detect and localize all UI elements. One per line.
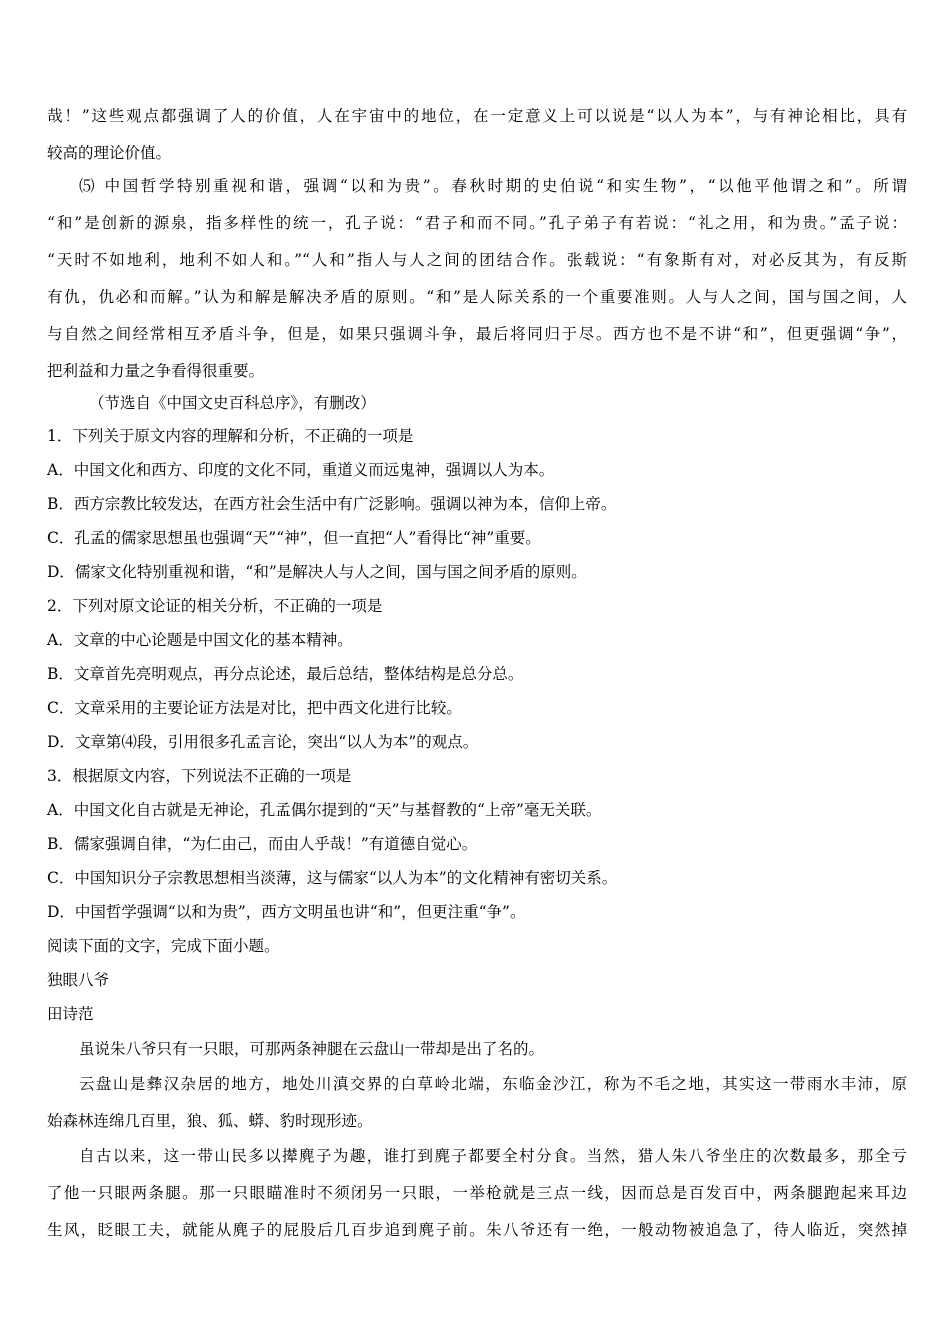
text-line: 云盘山是彝汉杂居的地方，地处川滇交界的白草岭北端，东临金沙江，称为不毛之地，其实这一带雨水丰沛，原 — [79, 1075, 907, 1093]
question-1-option-d[interactable]: D．儒家文化特别重视和谐，“和”是解决人与人之间，国与国之间矛盾的原则。 — [47, 563, 587, 581]
question-1-option-c[interactable]: C．孔孟的儒家思想虽也强调“天”“神”，但一直把“人”看得比“神”重要。 — [47, 529, 541, 547]
paragraph-4-tail — [47, 98, 907, 172]
question-1-option-a[interactable]: A．中国文化和西方、印度的文化不同，重道义而远鬼神，强调以人为本。 — [47, 461, 555, 479]
story-paragraph-1 — [47, 1031, 907, 1068]
question-2-option-c[interactable]: C．文章采用的主要论证方法是对比，把中西文化进行比较。 — [47, 699, 462, 717]
question-3-option-d[interactable]: D．中国哲学强调“以和为贵”，西方文明虽也讲“和”，但更注重“争”。 — [47, 903, 526, 921]
text-line: 较高的理论价值。 — [47, 144, 172, 162]
text-line: 把利益和力量之争看得很重要。 — [47, 362, 265, 380]
question-2-option-a[interactable]: A．文章的中心论题是中国文化的基本精神。 — [47, 631, 353, 649]
text-line: “和”是创新的源泉，指多样性的统一，孔子说：“君子和而不同。”孔子弟子有若说：“礼之用，和为贵。”孟子说： — [47, 214, 907, 232]
paragraph-5 — [47, 168, 907, 390]
text-line: 与自然之间经常相互矛盾斗争，但是，如果只强调斗争，最后将同归于尽。西方也不是不讲“和”，但更强调“争”， — [47, 325, 907, 343]
text-line: 始森林连绵几百里，狼、狐、蟒、豹时现形迹。 — [47, 1112, 373, 1130]
reading-instruction: 阅读下面的文字，完成下面小题。 — [47, 937, 280, 955]
story-author: 田诗范 — [47, 1005, 94, 1023]
question-2-stem: 2．下列对原文论证的相关分析，不正确的一项是 — [47, 597, 383, 615]
story-paragraph-3 — [47, 1138, 907, 1249]
question-1-stem: 1．下列关于原文内容的理解和分析，不正确的一项是 — [47, 427, 414, 445]
question-2-option-d[interactable]: D．文章第⑷段，引用很多孔孟言论，突出“以人为本”的观点。 — [47, 733, 479, 751]
question-2-option-b[interactable]: B．文章首先亮明观点，再分点论述，最后总结，整体结构是总分总。 — [47, 665, 524, 683]
source-citation: （节选自《中国文史百科总序》，有删改） — [89, 394, 376, 412]
text-line: 哉！”这些观点都强调了人的价值，人在宇宙中的地位，在一定意义上可以说是“以人为本”，与有神论相比，具有 — [47, 107, 907, 125]
text-line: 虽说朱八爷只有一只眼，可那两条神腿在云盘山一带却是出了名的。 — [79, 1040, 545, 1058]
question-3-option-b[interactable]: B．儒家强调自律，“为仁由己，而由人乎哉！”有道德自觉心。 — [47, 835, 478, 853]
story-title: 独眼八爷 — [47, 971, 110, 989]
text-line: “天时不如地利，地利不如人和。”“人和”指人与人之间的团结合作。张载说：“有象斯有对，对必反其为，有反斯 — [47, 251, 907, 269]
text-line: 自古以来，这一带山民多以撵麂子为趣，谁打到麂子都要全村分食。当然，猎人朱八爷坐庄的次数最多，那全亏 — [79, 1147, 907, 1165]
question-3-stem: 3．根据原文内容，下列说法不正确的一项是 — [47, 767, 352, 785]
text-line: ⑸ 中国哲学特别重视和谐，强调“以和为贵”。春秋时期的史伯说“和实生物”，“以他平他谓之和”。所谓 — [79, 177, 907, 195]
question-3-option-a[interactable]: A．中国文化自古就是无神论，孔孟偶尔提到的“天”与基督教的“上帝”毫无关联。 — [47, 801, 602, 819]
text-line: 生风，眨眼工夫，就能从麂子的屁股后几百步追到麂子前。朱八爷还有一绝，一般动物被追急了，待人临近，突然掉 — [47, 1221, 907, 1239]
story-paragraph-2 — [47, 1066, 907, 1140]
question-1-option-b[interactable]: B．西方宗教比较发达，在西方社会生活中有广泛影响。强调以神为本，信仰上帝。 — [47, 495, 617, 513]
question-3-option-c[interactable]: C．中国知识分子宗教思想相当淡薄，这与儒家“以人为本”的文化精神有密切关系。 — [47, 869, 618, 887]
text-line: 了他一只眼两条腿。那一只眼瞄准时不须闭另一只眼，一举枪就是三点一线，因而总是百发百中，两条腿跑起来耳边 — [47, 1184, 907, 1202]
text-line: 有仇，仇必和而解。”认为和解是解决矛盾的原则。“和”是人际关系的一个重要准则。人与人之间，国与国之间，人 — [47, 288, 907, 306]
